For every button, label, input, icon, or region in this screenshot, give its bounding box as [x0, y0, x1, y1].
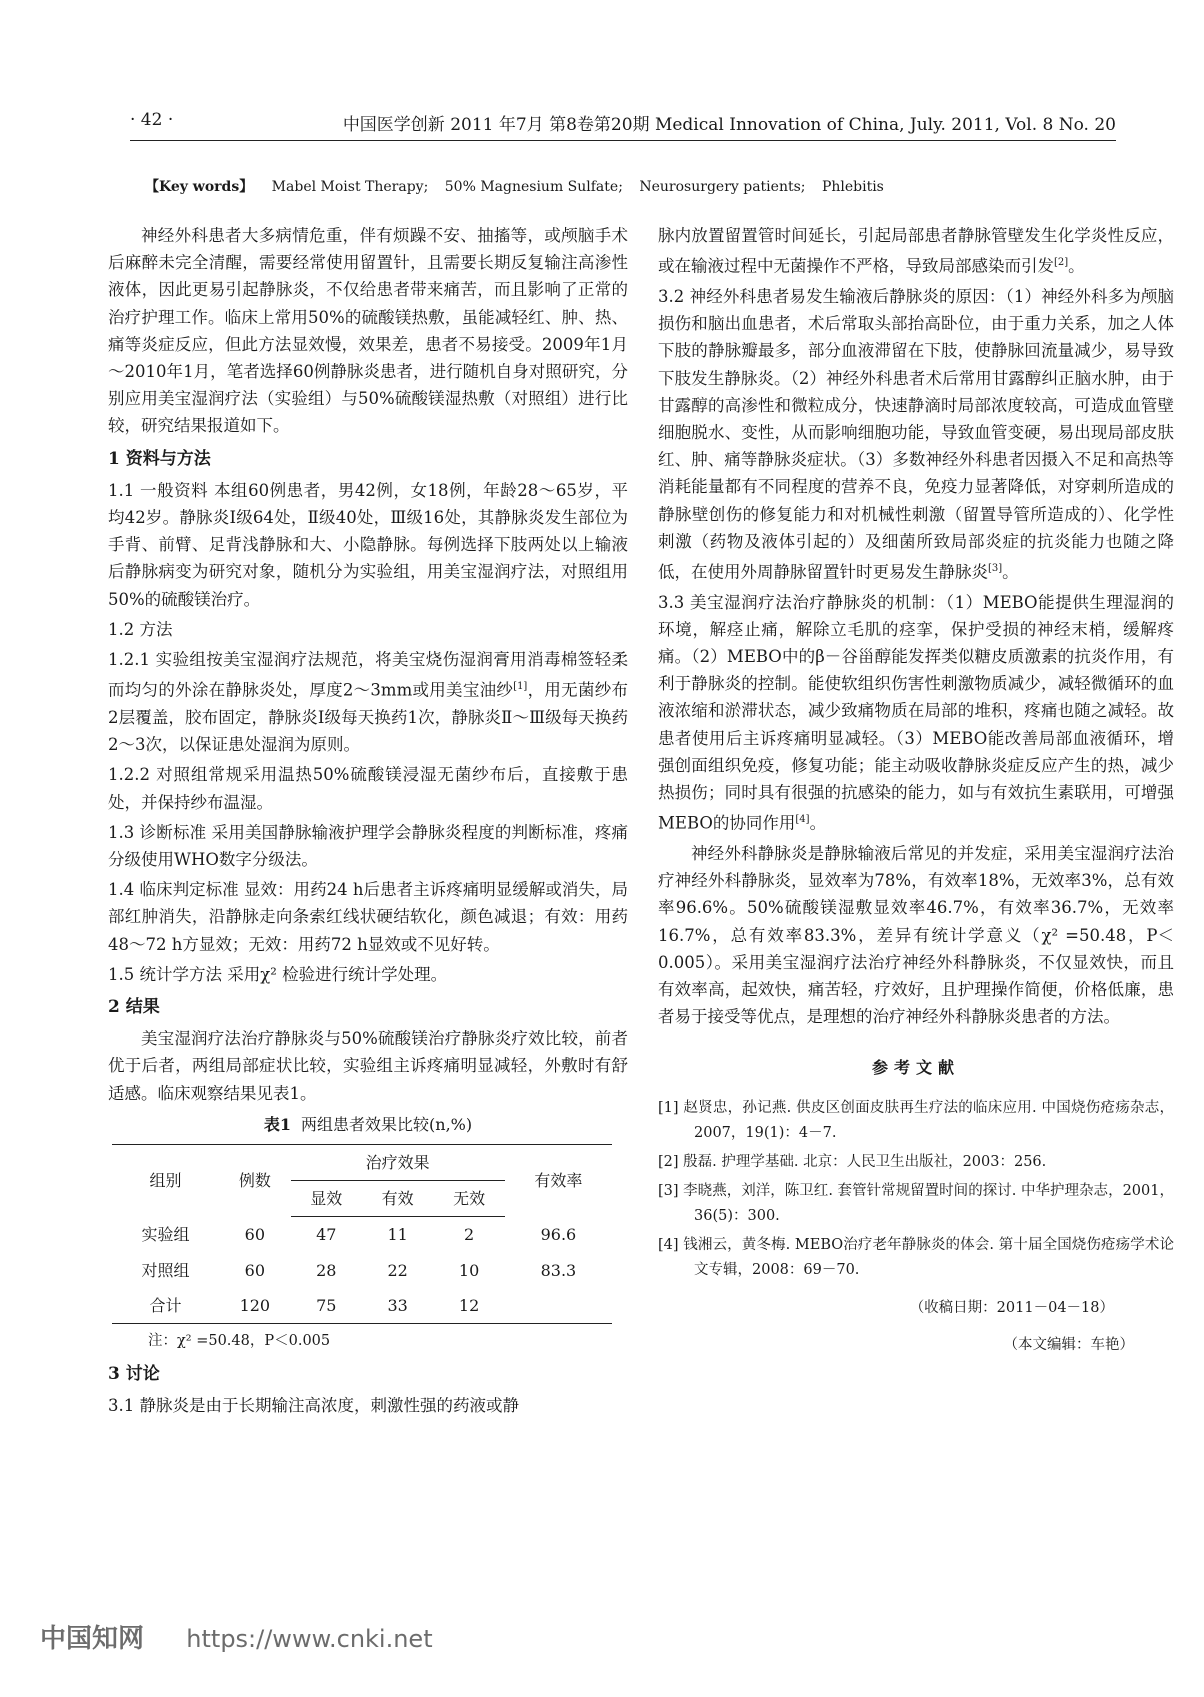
table-header-effect: 治疗效果 — [291, 1145, 505, 1181]
left-column — [108, 222, 628, 1423]
keywords — [145, 176, 1125, 196]
references-title: 参考文献 — [871, 1058, 960, 1078]
table-cell: 33 — [362, 1288, 433, 1324]
section-heading: 3 讨论 — [108, 1364, 160, 1385]
table-cell: 11 — [387, 1225, 408, 1245]
table-cell: 22 — [387, 1260, 408, 1280]
subsection-1-5: 1.5 统计学方法 采用χ² 检验进行统计学处理。 — [108, 964, 448, 984]
subsection-1-3: 1.3 诊断标准 采用美国静脉输液护理学会静脉炎程度的判断标准，疼痛分级使用WHO数字分级法。 — [108, 822, 628, 869]
table-cell: 合计 — [112, 1288, 219, 1324]
citation-ref: [3] — [988, 562, 1003, 574]
citation-ref: [2] — [1054, 257, 1069, 269]
table-cell: 47 — [316, 1225, 337, 1245]
keyword-item: 50% Magnesium Sulfate; — [444, 179, 623, 195]
table-cell: 10 — [458, 1260, 480, 1280]
right-column — [658, 222, 1174, 1359]
reference-item: [4] 钱湘云，黄冬梅. MEBO治疗老年静脉炎的体会. 第十届全国烧伤疮疡学术论文专辑，2008：69－70. — [658, 1236, 1174, 1278]
cnki-logo-text: 中国知网 — [40, 1624, 145, 1654]
reference-item: [1] 赵贤忠，孙记燕. 供皮区创面皮肤再生疗法的临床应用. 中国烧伤疮疡杂志，2007，19(1)：4－7. — [658, 1099, 1174, 1141]
table-cell: 12 — [433, 1288, 504, 1324]
conclusion-paragraph: 神经外科静脉炎是静脉输液后常见的并发症，采用美宝湿润疗法治疗神经外科静脉炎，显效率为78%，有效率18%，无效率3%，总有效率96.6%。50%硫酸镁湿敷显效率46.7%，有效率36.7%，无效率16.7%，总有效率83.3%，差异有统计学意义（χ² =50.48，P＜0.005）。采用美宝湿润疗法治疗神经外科静脉炎，不仅显效快，而且有效率高，起效快，痛苦轻，疗效好，且护理操作简便，价格低廉，患者易于接受等优点，是理想的治疗神经外科静脉炎患者的方法。 — [658, 843, 1174, 1027]
table-header-rate: 有效率 — [505, 1145, 612, 1217]
running-header — [130, 108, 1116, 141]
table-cell: 120 — [219, 1288, 290, 1324]
table-header-sub: 显效 — [291, 1181, 362, 1217]
keyword-item: Phlebitis — [821, 179, 884, 195]
reference-item: [2] 殷磊. 护理学基础. 北京：人民卫生出版社，2003：256. — [658, 1153, 1047, 1170]
table-header-sub: 有效 — [362, 1181, 433, 1217]
table-header-group: 组别 — [112, 1145, 219, 1217]
page-number: · 42 · — [130, 110, 174, 130]
subsection-1-2-1: 1.2.1 实验组按美宝湿润疗法规范，将美宝烧伤湿润膏用消毒棉签轻柔而均匀的外涂在静脉炎处，厚度2～3mm或用美宝油纱[1]，用无菌纱布2层覆盖，胶布固定，静脉炎Ⅰ级每天换药1次，静脉炎Ⅱ～Ⅲ级每天换药2～3次，以保证患处湿润为原则。 — [108, 650, 629, 755]
section-heading: 1 资料与方法 — [108, 448, 211, 469]
table-cell: 60 — [244, 1260, 266, 1280]
cnki-watermark — [40, 1618, 433, 1655]
continued-paragraph: 脉内放置留置管时间延长，引起局部患者静脉管壁发生化学炎性反应，或在输液过程中无菌操作不严格，导致局部感染而引发[2]。 — [658, 226, 1174, 276]
table-cell: 对照组 — [141, 1260, 190, 1280]
table-cell: 60 — [244, 1225, 266, 1245]
table-cell: 96.6 — [540, 1225, 577, 1245]
citation-ref: [4] — [795, 814, 810, 826]
citation-ref: [1] — [513, 681, 528, 693]
table-header-cases: 例数 — [219, 1145, 290, 1217]
table-caption — [108, 1111, 628, 1138]
reference-item: [3] 李晓燕，刘洋，陈卫红. 套管针常规留置时间的探讨. 中华护理杂志，2001，36(5)：300. — [658, 1182, 1174, 1224]
table-caption-text: 两组患者效果比较(n,%) — [301, 1114, 473, 1134]
subsection-3-3: 3.3 美宝湿润疗法治疗静脉炎的机制：（1）MEBO能提供生理湿润的环境，解痉止痛，解除立毛肌的痉挛，保护受损的神经末梢，缓解疼痛。（2）MEBO中的β－谷甾醇能发挥类似糖皮质激素的抗炎作用，有利于静脉炎的控制。能使软组织伤害性刺激物质减少，减轻微循环的血液浓缩和淤滞状态，减少致痛物质在局部的堆积，疼痛也随之减轻。故患者使用后主诉疼痛明显减轻。（3）MEBO能改善局部血液循环，增强创面组织免疫，修复功能；能主动吸收静脉炎症反应产生的热，减少热损伤；同时具有很强的抗感染的能力，如与有效抗生素联用，可增强MEBO的协同作用[4]。 — [658, 592, 1174, 833]
table-row — [112, 1253, 612, 1288]
journal-citation: 中国医学创新 2011 年7月 第8卷第20期 Medical Innovation of China, July. 2011, Vol. 8 No. 20 — [342, 115, 1116, 135]
table-note: 注：χ² =50.48，P＜0.005 — [148, 1333, 331, 1350]
table-cell: 83.3 — [540, 1260, 577, 1280]
editor-note: （本文编辑：车艳） — [1003, 1336, 1134, 1353]
subsection-3-2: 3.2 神经外科患者易发生输液后静脉炎的原因：（1）神经外科多为颅脑损伤和脑出血患者，术后常取头部抬高卧位，由于重力关系，加之人体下肢的静脉瓣最多，部分血液滞留在下肢，使静脉回流量减少，易导致下肢发生静脉炎。（2）神经外科患者术后常用甘露醇纠正脑水肿，由于甘露醇的高渗性和微粒成分，快速静滴时局部浓度较高，可造成血管壁细胞脱水、变性，从而影响细胞功能，导致血管变硬，易出现局部皮肤红、肿、痛等静脉炎症状。（3）多数神经外科患者因摄入不足和高热等消耗能量都有不同程度的营养不良，免疫力显著降低，对穿刺所造成的静脉壁创伤的修复能力和对机械性刺激（留置导管所造成的）、化学性刺激（药物及液体引起的）及细菌所致局部炎症的抗炎能力也随之降低，在使用外周静脉留置针时更易发生静脉炎[3]。 — [658, 286, 1174, 582]
table-row — [112, 1217, 612, 1253]
intro-paragraph: 神经外科患者大多病情危重，伴有烦躁不安、抽搐等，或颅脑手术后麻醉未完全清醒，需要经常使用留置针，且需要长期反复输注高渗性液体，因此更易引起静脉炎，不仅给患者带来痛苦，而且影响了正常的治疗护理工作。临床上常用50%的硫酸镁热敷，虽能减轻红、肿、热、痛等炎症反应，但此方法显效慢，效果差，患者不易接受。2009年1月～2010年1月，笔者选择60例静脉炎患者，进行随机自身对照研究，分别应用美宝湿润疗法（实验组）与50%硫酸镁湿热敷（对照组）进行比较，研究结果报道如下。 — [108, 226, 628, 436]
table-row — [112, 1288, 612, 1324]
table-cell: 28 — [316, 1260, 337, 1280]
table-caption-label: 表1 — [263, 1114, 292, 1134]
subsection-1-2-2: 1.2.2 对照组常规采用温热50%硫酸镁浸湿无菌纱布后，直接敷于患处，并保持纱布温湿。 — [108, 765, 628, 812]
section-heading: 2 结果 — [108, 996, 160, 1017]
keyword-item: Mabel Moist Therapy; — [271, 179, 429, 195]
subsection-1-2: 1.2 方法 — [108, 619, 173, 639]
subsection-3-1: 3.1 静脉炎是由于长期输注高浓度，刺激性强的药液或静 — [108, 1396, 519, 1416]
received-date: （收稿日期：2011－04－18） — [909, 1299, 1114, 1316]
keyword-item: Neurosurgery patients; — [639, 179, 806, 195]
subsection-1-1: 1.1 一般资料 本组60例患者，男42例，女18例，年龄28～65岁，平均42岁。静脉炎Ⅰ级64处，Ⅱ级40处，Ⅲ级16处，其静脉炎发生部位为手背、前臂、足背浅静脉和大、小隐静脉。每例选择下肢两处以上输液后静脉病变为研究对象，随机分为实验组，用美宝湿润疗法，对照组用50%的硫酸镁治疗。 — [108, 480, 628, 609]
table-cell: 实验组 — [141, 1225, 190, 1245]
table-cell: 2 — [464, 1225, 475, 1245]
references-list — [658, 1096, 1174, 1283]
table-cell: 75 — [291, 1288, 362, 1324]
table-cell — [505, 1288, 612, 1324]
table-header-sub: 无效 — [433, 1181, 504, 1217]
results-paragraph: 美宝湿润疗法治疗静脉炎与50%硫酸镁治疗静脉炎疗效比较，前者优于后者，两组局部症状比较，实验组主诉疼痛明显减轻，外敷时有舒适感。临床观察结果见表1。 — [108, 1029, 628, 1103]
results-table — [112, 1144, 612, 1324]
keywords-label: 【Key words】 — [145, 179, 254, 195]
cnki-url: https://www.cnki.net — [186, 1625, 433, 1653]
subsection-1-4: 1.4 临床判定标准 显效：用药24 h后患者主诉疼痛明显缓解或消失，局部红肿消失，沿静脉走向条索红线状硬结软化，颜色减退；有效：用药48～72 h方显效；无效：用药72 h显效或不见好转。 — [108, 880, 628, 954]
